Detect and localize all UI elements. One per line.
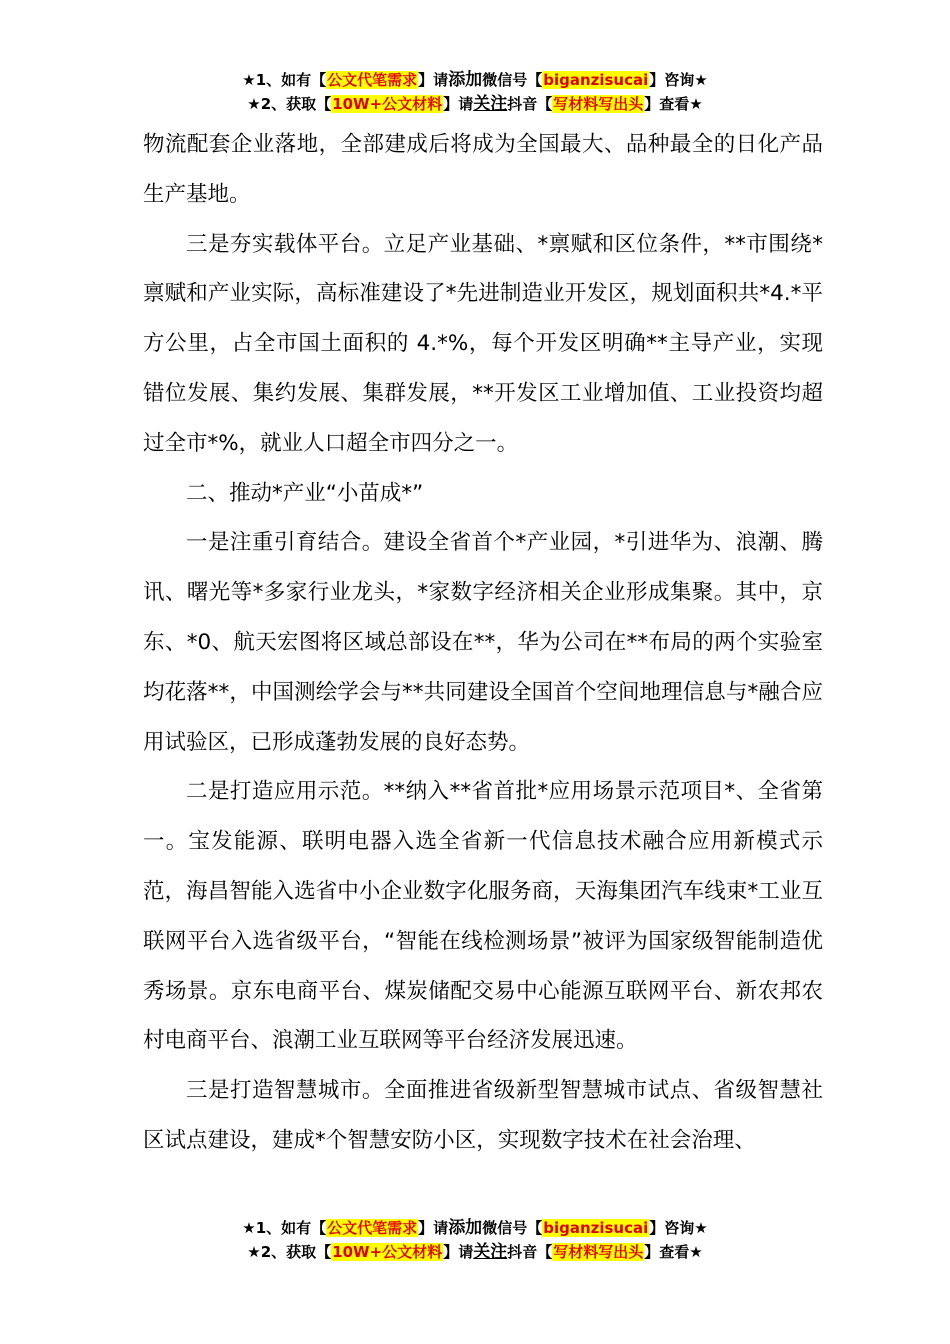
banner-text: 】请	[418, 71, 449, 89]
section-heading: 二、推动*产业“小苗成*”	[186, 480, 424, 506]
banner-line-2	[0, 1240, 950, 1264]
banner-text: 】请	[443, 1243, 474, 1261]
banner-text: ★2、获取【	[247, 95, 332, 113]
banner-line-1	[0, 68, 950, 92]
banner-text: 】请	[418, 1219, 449, 1237]
banner-text: 微信号【	[482, 71, 543, 89]
banner-emphasis: 关注	[473, 94, 508, 114]
banner-emphasis: 添加	[448, 1218, 483, 1238]
banner-text: 】查看★	[644, 95, 703, 113]
wechat-id: biganzisucai	[543, 1219, 649, 1237]
highlight-text: 10W+公文材料	[332, 1243, 443, 1261]
banner-text: 微信号【	[482, 1219, 543, 1237]
banner-line-1	[0, 1216, 950, 1240]
highlight-text: 公文代笔需求	[327, 71, 418, 89]
banner-line-2	[0, 92, 950, 116]
paragraph: 三是夯实载体平台。立足产业基础、*禀赋和区位条件，**市围绕*禀赋和产业实际，高标准建设了*先进制造业开发区，规划面积共*4.*平方公里，占全市国土面积的 4.*%，每个开发区明确**主导产业，实现错位发展、集约发展、集群发展，**开发区工业增加值、工业投资均超过全市*%，就业人口超全市四分之一。	[143, 231, 823, 456]
paragraph: 三是打造智慧城市。全面推进省级新型智慧城市试点、省级智慧社区试点建设，建成*个智慧安防小区，实现数字技术在社会治理、	[143, 1078, 823, 1153]
banner-text: 】查看★	[644, 1243, 703, 1261]
document-body	[143, 120, 823, 1166]
paragraph: 物流配套企业落地，全部建成后将成为全国最大、品种最全的日化产品生产基地。	[143, 132, 823, 207]
banner-text: ★1、如有【	[242, 71, 327, 89]
footer-banner	[0, 1216, 950, 1264]
paragraph: 二是打造应用示范。**纳入**省首批*应用场景示范项目*、全省第一。宝发能源、联明电器入选全省新一代信息技术融合应用新模式示范，海昌智能入选省中小企业数字化服务商，天海集团汽车线束*工业互联网平台入选省级平台，“智能在线检测场景”被评为国家级智能制造优秀场景。京东电商平台、煤炭储配交易中心能源互联网平台、新农邦农村电商平台、浪潮工业互联网等平台经济发展迅速。	[143, 779, 823, 1054]
banner-text: ★1、如有【	[242, 1219, 327, 1237]
banner-text: 】请	[443, 95, 474, 113]
header-banner	[0, 68, 950, 116]
banner-text: 抖音【	[507, 95, 553, 113]
banner-emphasis: 添加	[448, 70, 483, 90]
banner-text: 抖音【	[507, 1243, 553, 1261]
banner-emphasis: 关注	[473, 1242, 508, 1262]
highlight-text: 10W+公文材料	[332, 95, 443, 113]
douyin-account: 写材料写出头	[553, 95, 644, 113]
banner-text: 】咨询★	[649, 1219, 708, 1237]
wechat-id: biganzisucai	[543, 71, 649, 89]
banner-text: ★2、获取【	[247, 1243, 332, 1261]
douyin-account: 写材料写出头	[553, 1243, 644, 1261]
paragraph: 一是注重引育结合。建设全省首个*产业园，*引进华为、浪潮、腾讯、曙光等*多家行业龙头，*家数字经济相关企业形成集聚。其中，京东、*0、航天宏图将区域总部设在**，华为公司在**布局的两个实验室均花落**，中国测绘学会与**共同建设全国首个空间地理信息与*融合应用试验区，已形成蓬勃发展的良好态势。	[143, 530, 823, 755]
highlight-text: 公文代笔需求	[327, 1219, 418, 1237]
banner-text: 】咨询★	[649, 71, 708, 89]
